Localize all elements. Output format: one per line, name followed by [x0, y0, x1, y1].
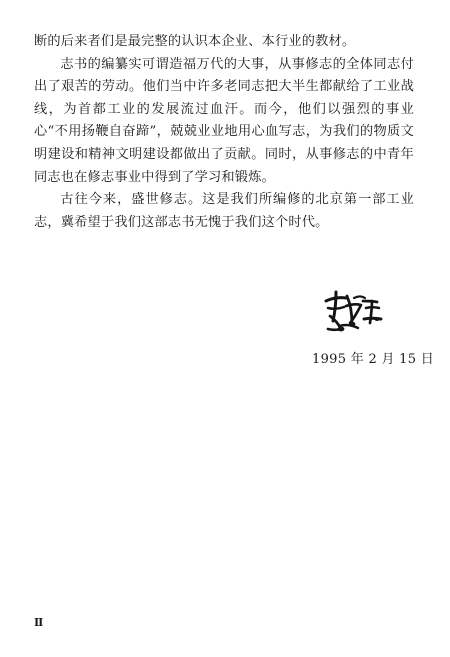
- body-text: [34, 31, 414, 234]
- paragraph-3: 古往今来，盛世修志。这是我们所编修的北京第一部工业志，冀希望于我们这部志书无愧于我们这个时代。: [34, 192, 414, 230]
- page-number: Ⅱ: [34, 616, 43, 629]
- paragraph-1: 断的后来者们是最完整的认识本企业、本行业的教材。: [34, 34, 356, 49]
- handwritten-signature: [322, 288, 384, 336]
- paragraph-2: 志书的编纂实可谓造福万代的大事，从事修志的全体同志付出了艰苦的劳动。他们当中许多老同志把大半生都献给了工业战线，为首都工业的发展流过血汗。而今，他们以强烈的事业心“不用扬鞭自奋蹄”，兢兢业业地用心血写志，为我们的物质文明建设和精神文明建设都做出了贡献。同时，从事修志的中青年同志也在修志事业中得到了学习和锻炼。: [34, 56, 414, 185]
- date-line: 1995 年 2 月 15 日: [312, 352, 435, 367]
